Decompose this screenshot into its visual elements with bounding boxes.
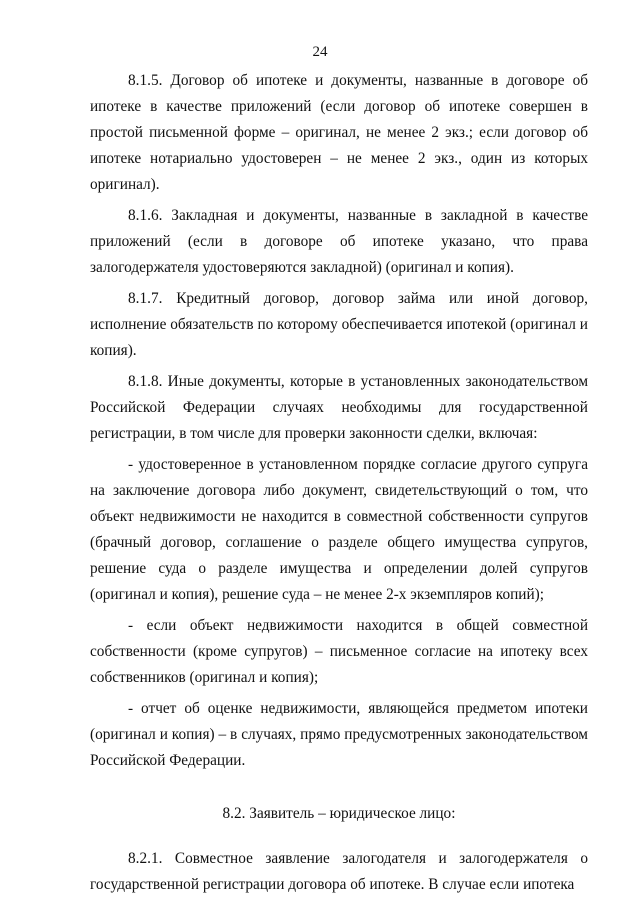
section-heading-8-2: 8.2. Заявитель – юридическое лицо: [222, 805, 456, 822]
paragraph-8-1-8: 8.1.8. Иные документы, которые в установленных законодательством Российской Федерации случаях необходимы для государственной регистрации, в том числе для проверки законности сделки, включая: [90, 373, 588, 442]
paragraph-8-1-7: 8.1.7. Кредитный договор, договор займа или иной договор, исполнение обязательств по которому обеспечивается ипотекой (оригинал и копия). [90, 290, 588, 359]
list-item-spouse-consent: - удостоверенное в установленном порядке согласие другого супруга на заключение договора либо документ, свидетельствующий о том, что объект недвижимости не находится в совместной собственности супругов (брачный договор, соглашение о разделе общего имущества супругов, решение суда о разделе имущества и определении долей супругов (оригинал и копия), решение суда – не менее 2-х экземпляров копий); [90, 456, 588, 603]
paragraph-8-1-6: 8.1.6. Закладная и документы, названные в закладной в качестве приложений (если в договоре об ипотеке указано, что права залогодержателя удостоверяются закладной) (оригинал и копия). [90, 207, 588, 276]
list-item-valuation-report: - отчет об оценке недвижимости, являющейся предметом ипотеки (оригинал и копия) – в случаях, прямо предусмотренных законодательством Российской Федерации. [90, 700, 588, 769]
page-number: 24 [312, 44, 328, 60]
paragraph-8-2-1: 8.2.1. Совместное заявление залогодателя и залогодержателя о государственной регистрации договора об ипотеке. В случае если ипотека [90, 850, 588, 893]
document-body [90, 68, 588, 898]
paragraph-8-1-5: 8.1.5. Договор об ипотеке и документы, названные в договоре об ипотеке в качестве приложений (если договор об ипотеке совершен в простой письменной форме – оригинал, не менее 2 экз.; если договор об ипотеке нотариально удостоверен – не менее 2 экз., один из которых оригинал). [90, 72, 588, 193]
list-item-joint-ownership: - если объект недвижимости находится в общей совместной собственности (кроме супругов) – письменное согласие на ипотеку всех собственников (оригинал и копия); [90, 617, 588, 686]
